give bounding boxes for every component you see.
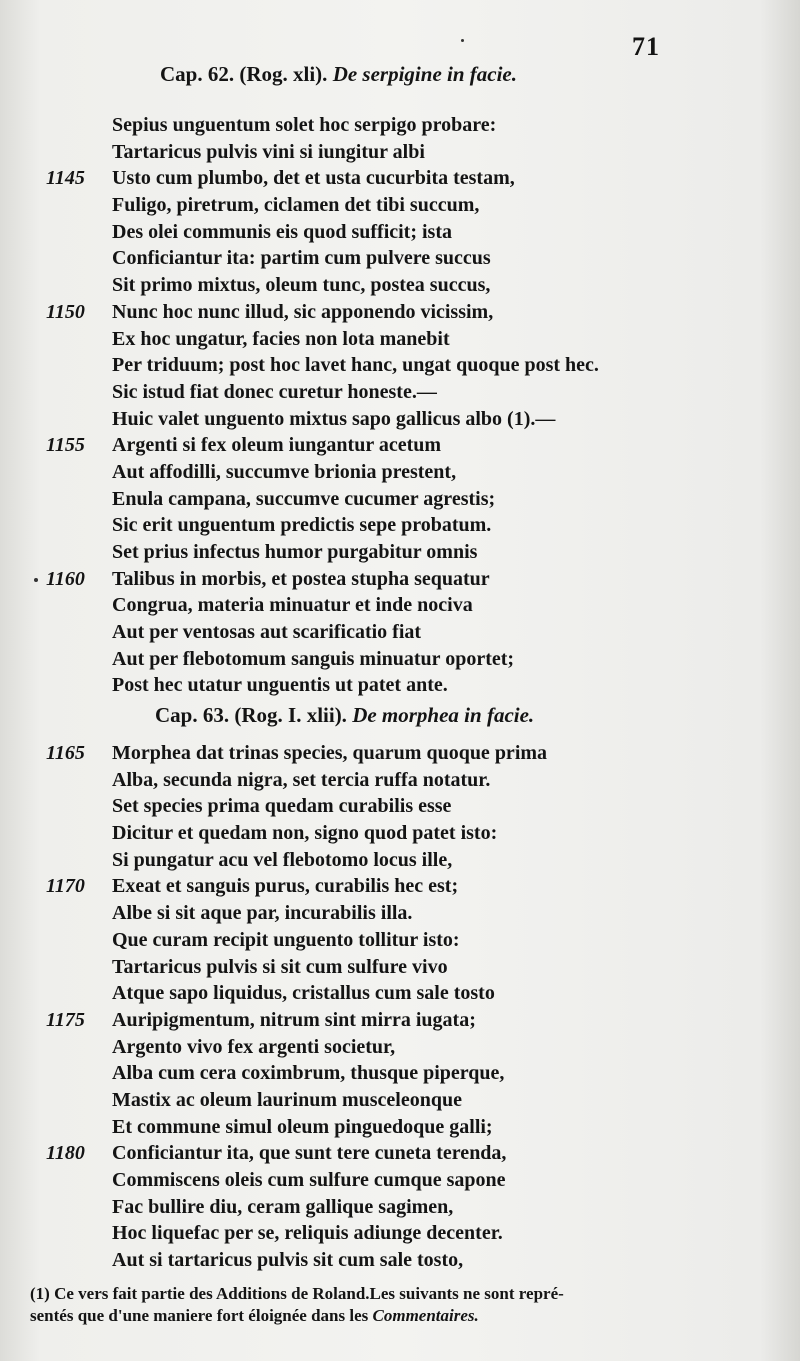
verse-line — [0, 219, 800, 246]
verse-text: Fac bullire diu, ceram gallique sagimen, — [112, 1195, 454, 1218]
verse-line — [0, 1114, 800, 1141]
verse-text: Argento vivo fex argenti societur, — [112, 1035, 396, 1058]
verse-line — [0, 1220, 800, 1247]
verse-number: 1180 — [46, 1142, 85, 1165]
verse-line — [0, 192, 800, 219]
verse-text: Set prius infectus humor purgabitur omnis — [112, 541, 478, 563]
verse-text: Per triduum; post hoc lavet hanc, ungat quoque post hec. — [112, 354, 599, 377]
verse-text: Tartaricus pulvis si sit cum sulfure vivo — [112, 955, 448, 978]
verse-line — [0, 927, 800, 954]
verse-text: Si pungatur acu vel flebotomo locus ille, — [112, 848, 453, 871]
verse-line — [0, 486, 800, 513]
verse-line — [0, 672, 800, 699]
verse-text: Conficiantur ita: partim cum pulvere succus — [112, 247, 491, 270]
verse-line — [0, 139, 800, 166]
chapter-label: Cap. 63. — [155, 703, 230, 727]
verse-line — [0, 1194, 800, 1221]
verse-line — [0, 299, 800, 326]
verse-text: Morphea dat trinas species, quarum quoque prima — [112, 742, 548, 764]
verse-line — [0, 512, 800, 539]
verse-text: Argenti si fex oleum iungantur acetum — [112, 434, 442, 457]
verse-line — [0, 272, 800, 299]
verse-text: Et commune simul oleum pinguedoque galli; — [112, 1115, 493, 1138]
verse-text: Auripigmentum, nitrum sint mirra iugata; — [112, 1008, 476, 1031]
verse-line — [0, 245, 800, 272]
footnote-text: sentés que d'une maniere fort éloignée dans les — [30, 1306, 373, 1325]
verse-text: Conficiantur ita, que sunt tere cuneta terenda, — [112, 1142, 507, 1165]
verse-line — [0, 873, 800, 900]
verse-text: Post hec utatur unguentis ut patet ante. — [112, 674, 448, 697]
verse-line — [0, 352, 800, 379]
verse-line — [0, 1140, 800, 1167]
verse-text: Sic istud fiat donec curetur honeste.— — [112, 380, 437, 403]
verse-text: Alba, secunda nigra, set tercia ruffa notatur. — [112, 768, 491, 791]
chapter-63-heading — [155, 703, 534, 728]
verse-text: Tartaricus pulvis vini si iungitur albi — [112, 140, 425, 163]
verse-line — [0, 165, 800, 192]
verse-line — [0, 459, 800, 486]
chapter-62-verses — [0, 112, 800, 699]
chapter-rog: (Rog. I. xlii). — [234, 703, 347, 727]
verse-text: Que curam recipit unguento tollitur isto: — [112, 928, 460, 951]
verse-line — [0, 432, 800, 459]
verse-line — [0, 1167, 800, 1194]
verse-line — [0, 112, 800, 139]
verse-line — [0, 820, 800, 847]
verse-line — [0, 1247, 800, 1274]
verse-text: Dicitur et quedam non, signo quod patet isto: — [112, 822, 498, 845]
verse-text: Fuligo, piretrum, ciclamen det tibi succum, — [112, 194, 480, 217]
verse-line — [0, 740, 800, 767]
verse-line — [0, 1087, 800, 1114]
verse-text: Enula campana, succumve cucumer agrestis; — [112, 487, 496, 510]
verse-line — [0, 326, 800, 353]
ink-speck — [34, 578, 38, 582]
verse-line — [0, 1060, 800, 1087]
verse-text: Des olei communis eis quod sufficit; ista — [112, 220, 452, 243]
ink-speck — [461, 39, 464, 42]
verse-line — [0, 619, 800, 646]
verse-line — [0, 847, 800, 874]
footnote-italic: Commentaires. — [372, 1306, 479, 1325]
verse-line — [0, 1007, 800, 1034]
verse-text: Atque sapo liquidus, cristallus cum sale tosto — [112, 982, 495, 1005]
verse-line — [0, 767, 800, 794]
verse-text: Aut si tartaricus pulvis sit cum sale tosto, — [112, 1249, 464, 1272]
chapter-62-heading — [160, 62, 517, 87]
verse-text: Hoc liquefac per se, reliquis adiunge decenter. — [112, 1222, 503, 1245]
footnote-line-1: (1) Ce vers fait partie des Additions de Roland.Les suivants ne sont repré- — [30, 1284, 564, 1303]
verse-text: Sit primo mixtus, oleum tunc, postea succus, — [112, 274, 491, 297]
verse-line — [0, 539, 800, 566]
verse-number: 1150 — [46, 300, 85, 323]
verse-text: Congrua, materia minuatur et inde nociva — [112, 594, 473, 617]
verse-text: Talibus in morbis, et postea stupha sequatur — [112, 567, 490, 590]
footnote — [30, 1283, 770, 1327]
verse-text: Sepius unguentum solet hoc serpigo probare: — [112, 114, 497, 136]
verse-text: Ex hoc ungatur, facies non lota manebit — [112, 327, 450, 350]
verse-text: Albe si sit aque par, incurabilis illa. — [112, 902, 413, 925]
verse-text: Usto cum plumbo, det et usta cucurbita testam, — [112, 167, 515, 190]
verse-text: Mastix ac oleum laurinum musceleonque — [112, 1088, 462, 1111]
verse-number: 1155 — [46, 434, 85, 457]
chapter-rog: (Rog. xli). — [239, 62, 328, 86]
verse-line — [0, 980, 800, 1007]
verse-text: Exeat et sanguis purus, curabilis hec est; — [112, 875, 459, 898]
chapter-title: De morphea in facie. — [352, 703, 535, 727]
verse-line — [0, 406, 800, 433]
verse-line — [0, 793, 800, 820]
verse-line — [0, 592, 800, 619]
verse-number: 1160 — [46, 567, 85, 590]
verse-line — [0, 900, 800, 927]
verse-number: 1170 — [46, 875, 85, 898]
verse-number: 1145 — [46, 167, 85, 190]
verse-number: 1175 — [46, 1008, 85, 1031]
verse-text: Nunc hoc nunc illud, sic apponendo vicissim, — [112, 300, 494, 323]
verse-text: Sic erit unguentum predictis sepe probatum. — [112, 514, 492, 537]
verse-number: 1165 — [46, 742, 85, 764]
verse-line — [0, 566, 800, 593]
verse-line — [0, 646, 800, 673]
verse-text: Aut affodilli, succumve brionia prestent, — [112, 460, 457, 483]
verse-text: Aut per flebotomum sanguis minuatur oportet; — [112, 647, 515, 670]
verse-text: Alba cum cera coximbrum, thusque piperque, — [112, 1062, 505, 1085]
footnote-line-2 — [30, 1305, 770, 1327]
verse-text: Huic valet unguento mixtus sapo gallicus albo (1).— — [112, 407, 556, 430]
verse-text: Set species prima quedam curabilis esse — [112, 795, 452, 818]
chapter-label: Cap. 62. — [160, 62, 235, 86]
verse-line — [0, 379, 800, 406]
verse-line — [0, 1034, 800, 1061]
page-number: 71 — [632, 32, 660, 61]
chapter-title: De serpigine in facie. — [332, 62, 517, 86]
verse-text: Aut per ventosas aut scarificatio fiat — [112, 621, 422, 644]
verse-text: Commiscens oleis cum sulfure cumque sapone — [112, 1169, 506, 1191]
chapter-63-verses — [0, 740, 800, 1274]
verse-line — [0, 954, 800, 981]
